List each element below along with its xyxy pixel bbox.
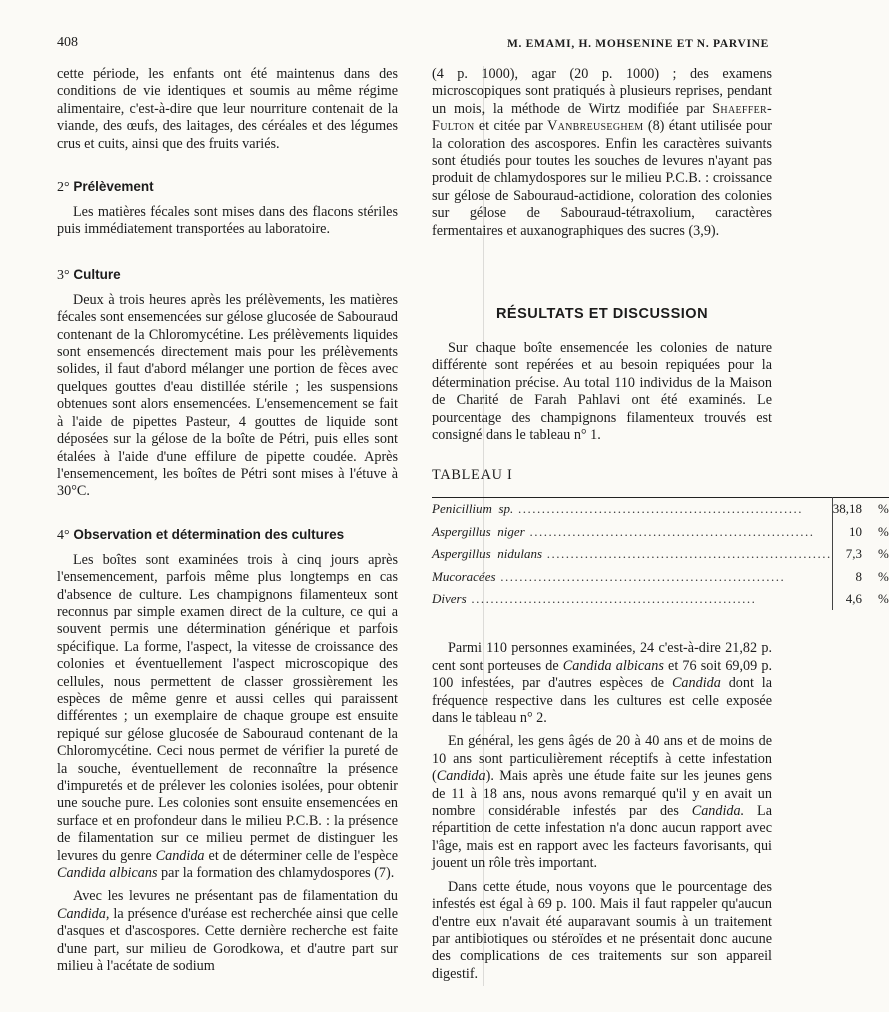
organism-genus: Penicillium <box>432 501 492 517</box>
paragraph-observation-1: Les boîtes sont examinées trois à cinq jours après l'ensemencement, parfois même plus longtemps en cas d'absence de culture. Les champignons filamenteux sont reconnus par simple examen direct de la culture, ce qui a souvent permis une détermination générique et parfois spécifique. La forme, l'aspect, la vitesse de croissance des colonies et éventuellement l'aspect microscopique des cellules, nous permettent de classer grossièrement les espèces de même genre et aussi celles qui paraissent différentes ; un exemplaire de chaque groupe est ensuite repiqué sur gélose glucosée de Sabouraud contenant de la Chloromycétine. Ceci nous permet de vérifier la pureté de la souche, éventuellement de reconnaître la présence d'impuretés et de prélever les colonies isolées, pour obtenir une souche pure. Les colonies sont ensuite ensemencées en surface et en profondeur dans le milieu P.C.B. : la présence de filamentation sur ce milieu permet de distinguer les levures du genre Candida et de déterminer celle de l'espèce Candida albicans par la formation des chlamydospores (7). <box>57 551 399 882</box>
section-title: Culture <box>73 266 121 282</box>
table-cell-unit: % <box>878 591 889 607</box>
table-cell-percentage: 8 <box>855 568 863 584</box>
dot-leader: ............................................................ <box>524 523 815 539</box>
table-row <box>432 520 889 543</box>
table-cell-percentage: 38,18 <box>832 501 863 517</box>
section-heading-prelevement <box>57 179 398 196</box>
table-row <box>432 588 889 611</box>
dot-leader: ............................................................ <box>542 546 832 562</box>
paragraph-results-1: Sur chaque boîte ensemencée les colonies de nature différente sont repérées et au besoin repiquées pour la détermination précise. Au total 110 individus de la Maison de Charité de Farah Pahlavi ont été examinés. Le pourcentage des champignons filamenteux trouvés est consigné dans le tableau n° 1. <box>432 340 772 444</box>
paragraph-results-3: En général, les gens âgés de 20 à 40 ans et de moins de 10 ans sont particulièrement réceptifs à cette infestation (Candida). Mais après une étude faite sur les jeunes gens de 11 à 18 ans, nous avons remarqué qu'il y en avait un nombre considérable infestés par des Candida. La répartition de cette infestation n'a donc aucun rapport avec l'âge, mais est en rapport avec les facteurs favorisants, qui jouent un rôle très important. <box>432 733 773 872</box>
table-cell-organism <box>432 497 832 520</box>
table-cell-percentage: 4,6 <box>845 591 863 607</box>
section-title: Observation et détermination des cultures <box>73 526 345 542</box>
organism-genus: Aspergillus <box>432 523 491 539</box>
table-cell-percentage: 7,3 <box>845 546 863 562</box>
table-1 <box>432 497 889 611</box>
table-cell-organism <box>432 520 832 543</box>
paragraph-intro: cette période, les enfants ont été maintenus dans des conditions de vie identiques et soumis au même régime alimentaire, c'est-à-dire que leur nourriture contenait de la viande, des œufs, des laitages, des céréales et des légumes crus et cuits, ainsi que des fruits variés. <box>57 66 398 152</box>
dot-leader: ............................................................ <box>513 501 803 517</box>
paragraph-culture: Deux à trois heures après les prélèvements, les matières fécales sont ensemencées sur gélose glucosée de Sabouraud contenant de la Chloromycétine. Les prélèvements liquides sont ensemencés directement mais pour les prélèvements solides, il faut d'abord mélanger une portion de fèces avec quelques gouttes d'eau distillée stérile ; les suspensions obtenues sont alors ensemencées. L'ensemencement se fait à l'aide de pipettes Pasteur, 4 gouttes de liquide sont déposées sur la gélose de la boîte de Pétri, puis elles sont étalées à l'aide d'une effilure de pipette coudée. Après l'ensemencement, les boîtes de Pétri sont mises à l'étuve à 30°C. <box>57 291 398 500</box>
paragraph-methods-continued: (4 p. 1000), agar (20 p. 1000) ; des examens microscopiques sont pratiqués à plusieurs reprises, pendant un mois, la méthode de Wirtz modifiée par Shaeffer-Fulton et citée par Vanbreuseghem (8) étant utilisée pour la coloration des ascospores. Enfin les caractères suivants sont étudiés pour toutes les souches de levures n'ayant pas produit de chlamydospores sur le milieu P.C.B. : croissance sur gélose de Sabouraud-actidione, coloration des colonies sur gélose de Sabouraud-tétraxolium, caractères fermentaires et auxanographiques des sucres (3,9). <box>432 66 773 239</box>
paragraph-prelevement: Les matières fécales sont mises dans des flacons stériles puis immédiatement transportées au laboratoire. <box>57 204 398 238</box>
organism-species: niger <box>490 523 525 539</box>
section-heading-observation <box>57 527 398 544</box>
organism-genus: Divers <box>432 591 467 607</box>
section-number: 2° <box>57 180 70 196</box>
dot-leader: ............................................................ <box>495 568 786 584</box>
organism-genus: Mucoracées <box>432 568 496 584</box>
table-row <box>432 497 889 520</box>
section-number: 4° <box>57 527 70 543</box>
table-cell-percentage: 10 <box>849 523 863 539</box>
running-head: M. EMAMI, H. MOHSENINE ET N. PARVINE <box>506 38 769 50</box>
paragraph-results-2: Parmi 110 personnes examinées, 24 c'est-à-dire 21,82 p. cent sont porteuses de Candida albicans et 76 soit 69,09 p. 100 infestées, par d'autres espèces de Candida dont la fréquence respective dans les cultures est celle exposée dans le tableau n° 2. <box>432 640 773 727</box>
table-cell-unit: % <box>878 568 889 584</box>
paragraph-results-4: Dans cette étude, nous voyons que le pourcentage des infestés est égal à 69 p. 100. Mais il faut rappeler qu'aucun d'entre eux n'avait été auparavant soumis à un traitement par antibiotiques ou stéroïdes et ne présentait donc aucune des complications de ces traitements sur son appareil digestif. <box>432 878 772 982</box>
table-title: TABLEAU I <box>432 466 513 483</box>
results-heading: RÉSULTATS ET DISCUSSION <box>495 306 709 323</box>
paragraph-observation-2: Avec les levures ne présentant pas de filamentation du Candida, la présence d'uréase est recherchée ainsi que celle d'asques et d'ascospores. Cette dernière recherche est faite d'une part, sur milieu de Gorodkowa, et d'autre part sur milieu à l'acétate de sodium <box>57 888 398 975</box>
page-number: 408 <box>57 35 78 50</box>
table-row <box>432 543 889 566</box>
table-cell-organism <box>432 543 832 566</box>
table-cell-organism <box>432 565 832 588</box>
table-cell-unit: % <box>878 546 889 562</box>
section-number: 3° <box>57 267 70 283</box>
organism-genus: Aspergillus <box>432 546 491 562</box>
table-cell-organism <box>432 588 832 611</box>
table-row <box>432 565 889 588</box>
right-column <box>432 66 889 983</box>
table-cell-unit: % <box>878 523 889 539</box>
organism-species: nidulans <box>490 546 543 562</box>
organism-species: sp. <box>491 501 514 517</box>
dot-leader: ............................................................ <box>466 591 757 607</box>
section-title: Prélèvement <box>73 179 154 195</box>
left-column <box>57 66 398 975</box>
section-heading-culture <box>57 267 398 284</box>
table-cell-unit: % <box>878 501 889 517</box>
